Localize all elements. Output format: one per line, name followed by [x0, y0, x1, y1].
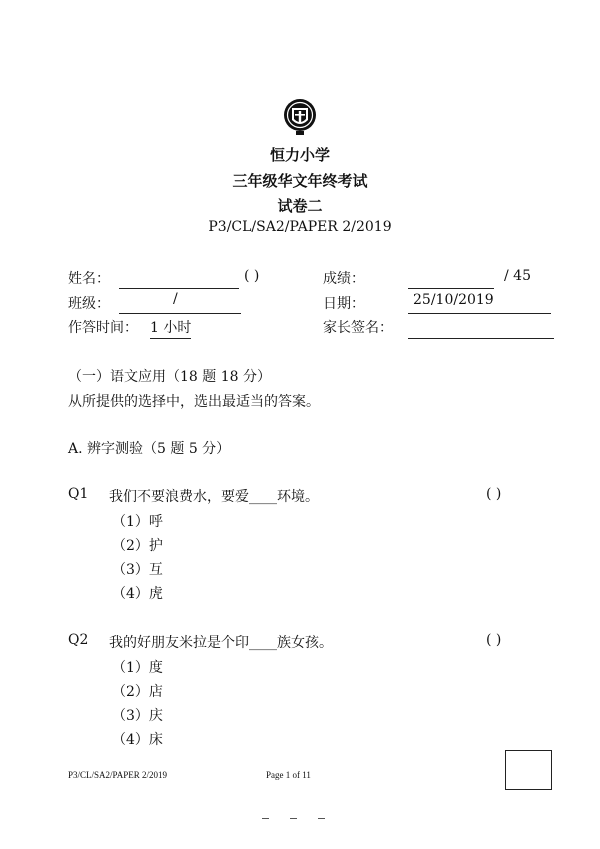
- name-label: 姓名：: [68, 271, 110, 287]
- paper-title: 试卷二: [277, 197, 323, 215]
- name-line[interactable]: [119, 288, 239, 289]
- class-label: 班级：: [68, 296, 110, 312]
- option-4: （4）虎: [112, 586, 163, 602]
- score-total: / 45: [504, 268, 531, 284]
- question-number: Q2: [68, 632, 89, 648]
- answer-paren[interactable]: ( ): [486, 632, 502, 648]
- date-line: [408, 313, 551, 314]
- option-3: （3）庆: [112, 708, 163, 724]
- option-4: （4）床: [112, 732, 163, 748]
- score-label: 成绩：: [323, 271, 365, 287]
- school-logo-icon: [282, 96, 318, 136]
- section-instruction: 从所提供的选择中，选出最适当的答案。: [68, 394, 320, 410]
- footer-page-number: Page 1 of 11: [266, 770, 311, 780]
- question-text: 我们不要浪费水，要爱____环境。: [109, 489, 319, 505]
- part-a-title: A. 辨字测验（5 题 5 分）: [68, 441, 231, 457]
- section-title: （一）语文应用（18 题 18 分）: [68, 369, 271, 385]
- question-text: 我的好朋友米拉是个印____族女孩。: [109, 635, 333, 651]
- answer-paren[interactable]: ( ): [486, 486, 502, 502]
- date-label: 日期：: [323, 296, 365, 312]
- option-2: （2）店: [112, 684, 163, 700]
- date-value: 25/10/2019: [413, 292, 494, 308]
- scan-mark: [318, 818, 325, 819]
- paper-code: P3/CL/SA2/PAPER 2/2019: [208, 219, 392, 235]
- exam-title: 三年级华文年终考试: [232, 172, 368, 190]
- option-3: （3）互: [112, 562, 163, 578]
- scan-mark: [262, 818, 269, 819]
- name-index-paren: ( ): [244, 268, 260, 284]
- footer-code: P3/CL/SA2/PAPER 2/2019: [68, 770, 167, 780]
- score-line[interactable]: [408, 288, 494, 289]
- parent-signature-line[interactable]: [408, 338, 554, 339]
- option-2: （2）护: [112, 538, 163, 554]
- option-1: （1）呼: [112, 514, 163, 530]
- option-1: （1）度: [112, 660, 163, 676]
- class-line[interactable]: [119, 313, 241, 314]
- class-slash: /: [173, 291, 178, 307]
- time-label: 作答时间：: [68, 320, 138, 336]
- time-value: 1 小时: [150, 317, 191, 339]
- question-number: Q1: [68, 486, 89, 502]
- scan-mark: [290, 818, 297, 819]
- score-box: [505, 750, 552, 790]
- parent-signature-label: 家长签名：: [323, 320, 393, 336]
- school-name: 恒力小学: [269, 146, 330, 164]
